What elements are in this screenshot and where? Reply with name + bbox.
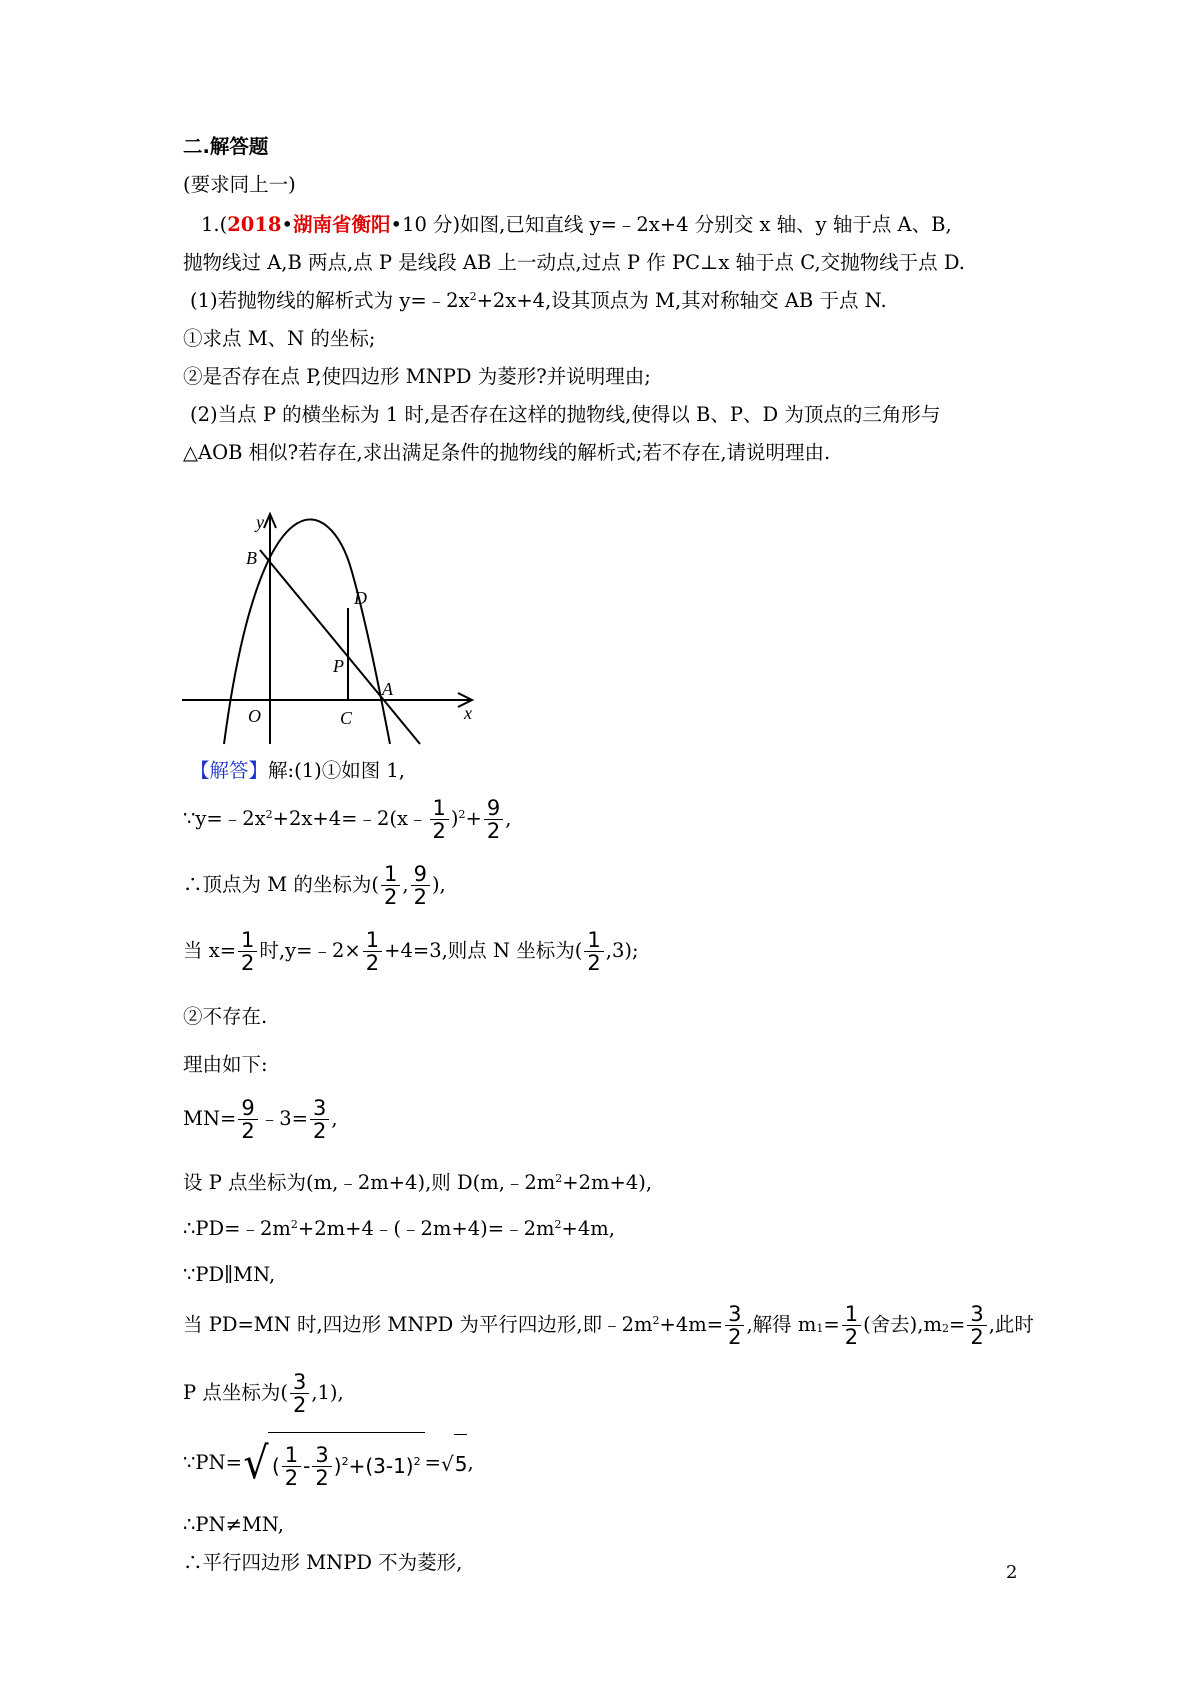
solution-line-p-coords: 设 P 点坐标为(m,﹣2m+4),则 $D(m,﹣2m^2+2m+4)$, bbox=[183, 1171, 653, 1194]
question-2-line1: (2)当点 P 的横坐标为 1 时,是否存在这样的抛物线,使得以 B、P、D 为顶点的三角形与 bbox=[190, 403, 941, 426]
sqrt-expression: √ ( $\frac{1}{2}$ - $\frac{3}{2}$ ) $^2$ +(3-1) $^2$ bbox=[242, 1432, 425, 1495]
section-title: 二.解答题 bbox=[183, 135, 269, 158]
parabola-figure bbox=[180, 512, 480, 748]
solution-tag: 【解答】 bbox=[190, 759, 269, 782]
label-p: P bbox=[333, 656, 344, 676]
solution-line-pd: $\therefore PD=﹣2m^2+2m+4﹣(﹣2m+4)=﹣2m^2+4m$, bbox=[183, 1217, 615, 1240]
solution-start: 【解答】解:(1)①如图 1, bbox=[190, 759, 406, 782]
requirement-note: (要求同上一) bbox=[183, 173, 296, 196]
solution-not-exist: ②不存在. bbox=[183, 1005, 268, 1028]
solution-line-point-n: 当 x= $\frac{1}{2}$ 时,y=﹣2× $\frac{1}{2}$ +4=3,则点 N 坐标为( $\frac{1}{2}$ ,3); bbox=[183, 928, 639, 975]
page-number: 2 bbox=[1006, 1562, 1018, 1583]
question-1-part-1: ①求点 M、N 的坐标; bbox=[183, 327, 376, 350]
label-b: B bbox=[246, 548, 257, 568]
problem-source: 湖南省衡阳 bbox=[293, 213, 391, 236]
solution-line-p-point: P 点坐标为( $\frac{3}{2}$ ,1), bbox=[183, 1370, 344, 1417]
solution-reason: 理由如下: bbox=[183, 1053, 268, 1076]
label-o: O bbox=[248, 706, 261, 726]
question-2-line2: △AOB 相似?若存在,求出满足条件的抛物线的解析式;若不存在,请说明理由. bbox=[183, 441, 831, 464]
solution-line-vertex-form: $\because y=﹣2x^2+2x+4=﹣2(x﹣$ $\frac{1}{2}$ )$^2$+ $\frac{9}{2}$ , bbox=[183, 796, 512, 843]
label-c: C bbox=[340, 708, 353, 728]
solution-line-pn-ne-mn: ∴PN≠MN, bbox=[183, 1513, 284, 1536]
solution-conclusion: ∴平行四边形 MNPD 不为菱形, bbox=[183, 1551, 463, 1574]
solution-line-pn: ∵PN= √ ( $\frac{1}{2}$ - $\frac{3}{2}$ ) $^2$ +(3-1) $^2$ =√ 5 , bbox=[183, 1432, 474, 1495]
question-1-part-2: ②是否存在点 P,使四边形 MNPD 为菱形?并说明理由; bbox=[183, 365, 651, 388]
label-y: y bbox=[256, 512, 264, 532]
label-x: x bbox=[464, 703, 472, 723]
question-1: (1)若抛物线的解析式为 $y=﹣2x^2+2x+4$,设其顶点为 M,其对称轴交 AB 于点 N. bbox=[190, 289, 887, 312]
solution-line-parallel: ∵PD∥MN, bbox=[183, 1263, 276, 1286]
problem-statement-line2: 抛物线过 A,B 两点,点 P 是线段 AB 上一动点,过点 P 作 PC⊥x 轴于点 C,交抛物线于点 D. bbox=[183, 251, 965, 274]
sqrt-five: √ 5 bbox=[441, 1434, 467, 1493]
solution-line-vertex-m: ∴顶点为 M 的坐标为( $\frac{1}{2}$ , $\frac{9}{2}$ ), bbox=[183, 862, 446, 909]
solution-line-solve-m: 当 PD=MN 时,四边形 MNPD 为平行四边形,即$﹣2m^2+4m=$ $\frac{3}{2}$ ,解得 $m_1=$ $\frac{1}{2}$ (舍去)$,m_2=$ $\frac{3}{2}$ ,此时 bbox=[183, 1302, 1034, 1349]
problem-year: 2018 bbox=[227, 213, 282, 236]
label-a: A bbox=[382, 679, 393, 699]
label-d: D bbox=[354, 588, 367, 608]
solution-line-mn: MN= $\frac{9}{2}$ ﹣3= $\frac{3}{2}$ , bbox=[183, 1096, 338, 1143]
problem-statement-line1: 1.(2018•湖南省衡阳•10 分)如图,已知直线 y=﹣2x+4 分别交 x 轴、y 轴于点 A、B, bbox=[201, 213, 952, 236]
